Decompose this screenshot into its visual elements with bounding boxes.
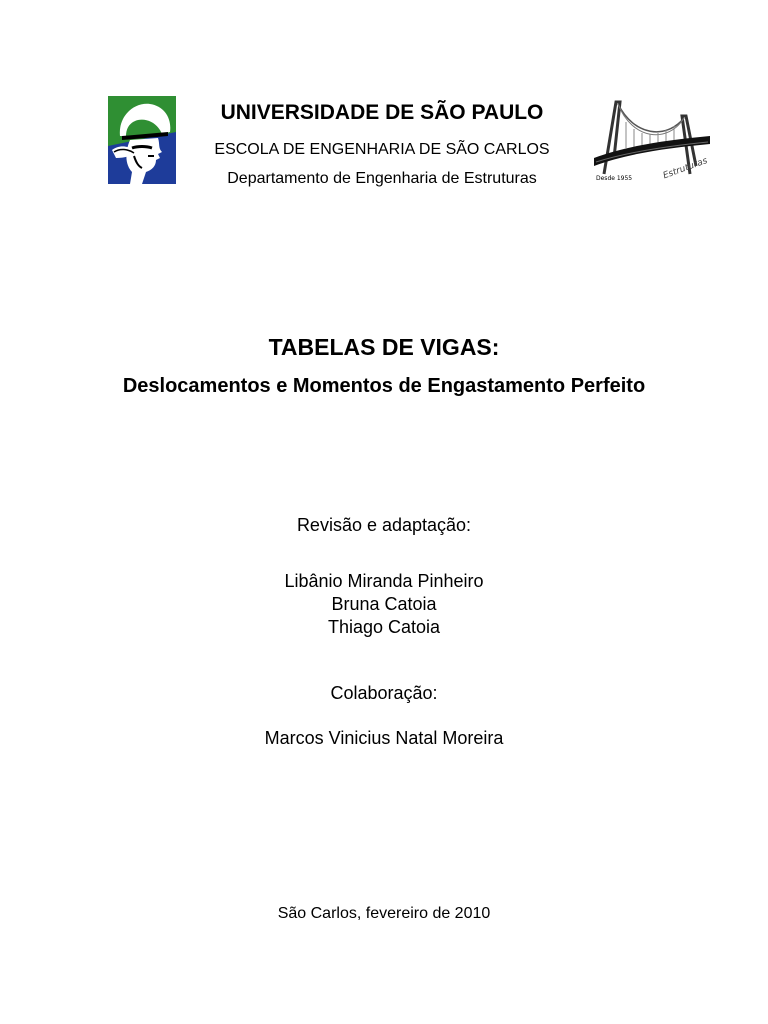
seal-caption: Desde 1955 [596, 175, 633, 182]
collaborator-name: Marcos Vinicius Natal Moreira [264, 728, 504, 748]
usp-logo [108, 96, 176, 184]
author-name: Bruna Catoia [331, 594, 437, 614]
school-name: ESCOLA DE ENGENHARIA DE SÃO CARLOS [214, 141, 550, 158]
author-name: Libânio Miranda Pinheiro [284, 571, 484, 591]
university-name: UNIVERSIDADE DE SÃO PAULO [220, 101, 544, 124]
collaboration-label: Colaboração: [330, 683, 438, 703]
document-subtitle: Deslocamentos e Momentos de Engastamento Perfeito [122, 375, 646, 397]
department-name: Departamento de Engenharia de Estruturas [227, 170, 537, 187]
department-bridge-logo [586, 96, 714, 184]
revision-label: Revisão e adaptação: [296, 515, 472, 535]
place-and-date: São Carlos, fevereiro de 2010 [277, 905, 491, 922]
seal-wordmark: Estruturas [661, 156, 709, 182]
document-title: TABELAS DE VIGAS: [268, 334, 500, 360]
author-name: Thiago Catoia [327, 617, 441, 637]
